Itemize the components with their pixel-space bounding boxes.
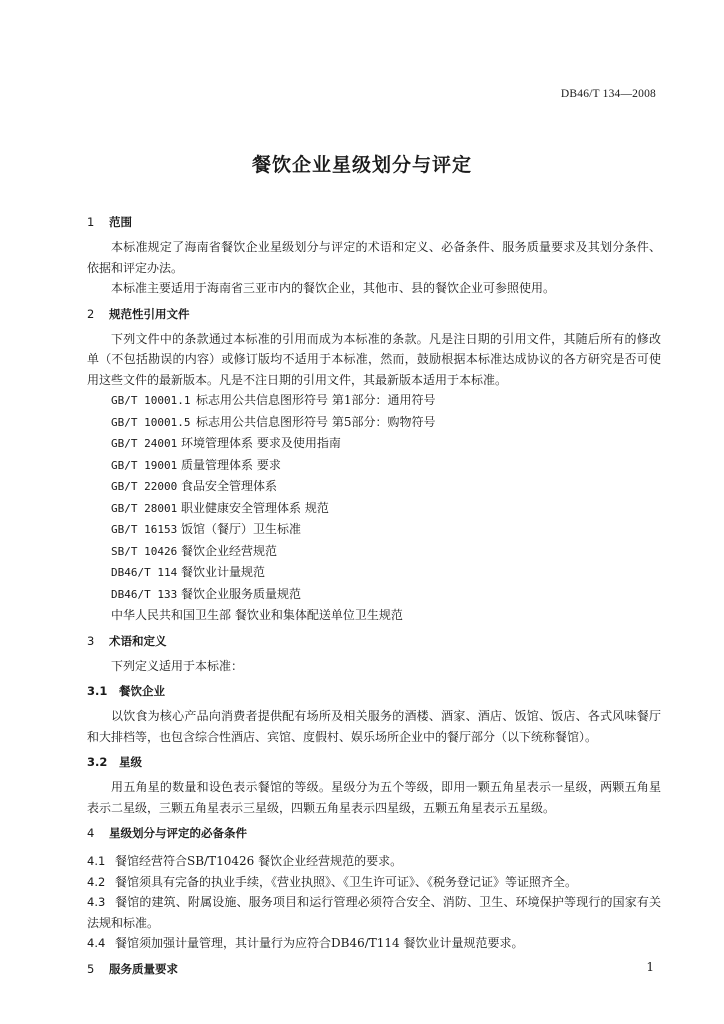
paragraph: 以饮食为核心产品向消费者提供配有场所及相关服务的酒楼、酒家、酒店、饭馆、饭店、各式风味餐厅和大排档等，也包含综合性酒店、宾馆、度假村、娱乐场所企业中的餐厅部分（以下统称餐馆）。 — [87, 709, 661, 744]
paragraph: 下列定义适用于本标准： — [111, 658, 244, 673]
term-number: 3.2 — [87, 755, 108, 769]
section-title: 星级划分与评定的必备条件 — [109, 826, 248, 840]
reference-item: GB/T 28001 职业健康安全管理体系 规范 — [111, 500, 329, 515]
paragraph: 下列文件中的条款通过本标准的引用而成为本标准的条款。凡是注日期的引用文件，其随后所有的修改单（不包括勘误的内容）或修订版均不适用于本标准，然而，鼓励根据本标准达成协议的各方研究是否可使用这些文件的最新版本。凡是不注日期的引用文件，其最新版本适用于本标准。 — [87, 331, 661, 387]
paragraph: 用五角星的数量和设色表示餐馆的等级。星级分为五个等级，即用一颗五角星表示一星级，两颗五角星表示二星级，三颗五角星表示三星级，四颗五角星表示四星级，五颗五角星表示五星级。 — [87, 780, 661, 815]
section-heading-terms — [87, 633, 661, 650]
section-title: 术语和定义 — [109, 633, 167, 648]
document-title: 餐饮企业星级划分与评定 — [251, 154, 472, 176]
section-heading-normative-references — [87, 306, 661, 323]
reference-item: DB46/T 133 餐饮企业服务质量规范 — [111, 586, 302, 601]
requirement-item: 4.2 餐馆须具有完备的执业手续，《营业执照》、《卫生许可证》、《税务登记证》等证照齐全。 — [87, 874, 578, 889]
term-title: 餐饮企业 — [119, 684, 166, 698]
reference-item: DB46/T 114 餐饮业计量规范 — [111, 565, 266, 579]
section-number: 1 — [87, 215, 95, 229]
reference-item: GB/T 24001 环境管理体系 要求及使用指南 — [111, 436, 341, 450]
reference-item: SB/T 10426 餐饮企业经营规范 — [111, 543, 278, 558]
term-heading-star-rating — [87, 754, 661, 771]
standard-code: DB46/T 134—2008 — [560, 88, 656, 100]
section-number: 4 — [87, 826, 95, 840]
page-number: 1 — [646, 960, 654, 974]
section-heading-scope — [87, 214, 661, 231]
section-number: 2 — [87, 306, 95, 321]
section-title: 范围 — [109, 215, 133, 229]
requirement-item: 4.3 餐馆的建筑、附属设施、服务项目和运行管理必须符合安全、消防、卫生、环境保护等现行的国家有关法规和标准。 — [87, 895, 661, 930]
document-body — [87, 207, 661, 984]
term-heading-catering-enterprise — [87, 683, 661, 700]
section-heading-service-quality — [87, 961, 661, 978]
requirement-item: 4.1 餐馆经营符合SB/T10426 餐饮企业经营规范的要求。 — [87, 854, 403, 868]
section-title: 规范性引用文件 — [109, 306, 190, 321]
reference-item: GB/T 16153 饭馆（餐厅）卫生标准 — [111, 522, 302, 536]
reference-item: GB/T 10001.1 标志用公共信息图形符号 第1部分：通用符号 — [111, 393, 436, 407]
reference-item: GB/T 19001 质量管理体系 要求 — [111, 457, 281, 472]
requirement-item: 4.4 餐馆须加强计量管理，其计量行为应符合DB46/T114 餐饮业计量规范要求。 — [87, 936, 524, 950]
reference-list — [87, 390, 661, 626]
reference-item: GB/T 10001.5 标志用公共信息图形符号 第5部分：购物符号 — [111, 414, 436, 429]
section-title: 服务质量要求 — [109, 961, 179, 976]
paragraph: 本标准主要适用于海南省三亚市内的餐饮企业，其他市、县的餐饮企业可参照使用。 — [111, 281, 556, 295]
section-heading-requirements — [87, 825, 661, 842]
section-number: 5 — [87, 961, 95, 976]
paragraph: 本标准规定了海南省餐饮企业星级划分与评定的术语和定义、必备条件、服务质量要求及其划分条件、依据和评定办法。 — [87, 240, 661, 275]
term-number: 3.1 — [87, 684, 108, 698]
term-title: 星级 — [119, 755, 143, 769]
reference-item: GB/T 22000 食品安全管理体系 — [111, 479, 278, 493]
reference-item: 中华人民共和国卫生部 餐饮业和集体配送单位卫生规范 — [111, 608, 403, 622]
section-number: 3 — [87, 633, 95, 648]
